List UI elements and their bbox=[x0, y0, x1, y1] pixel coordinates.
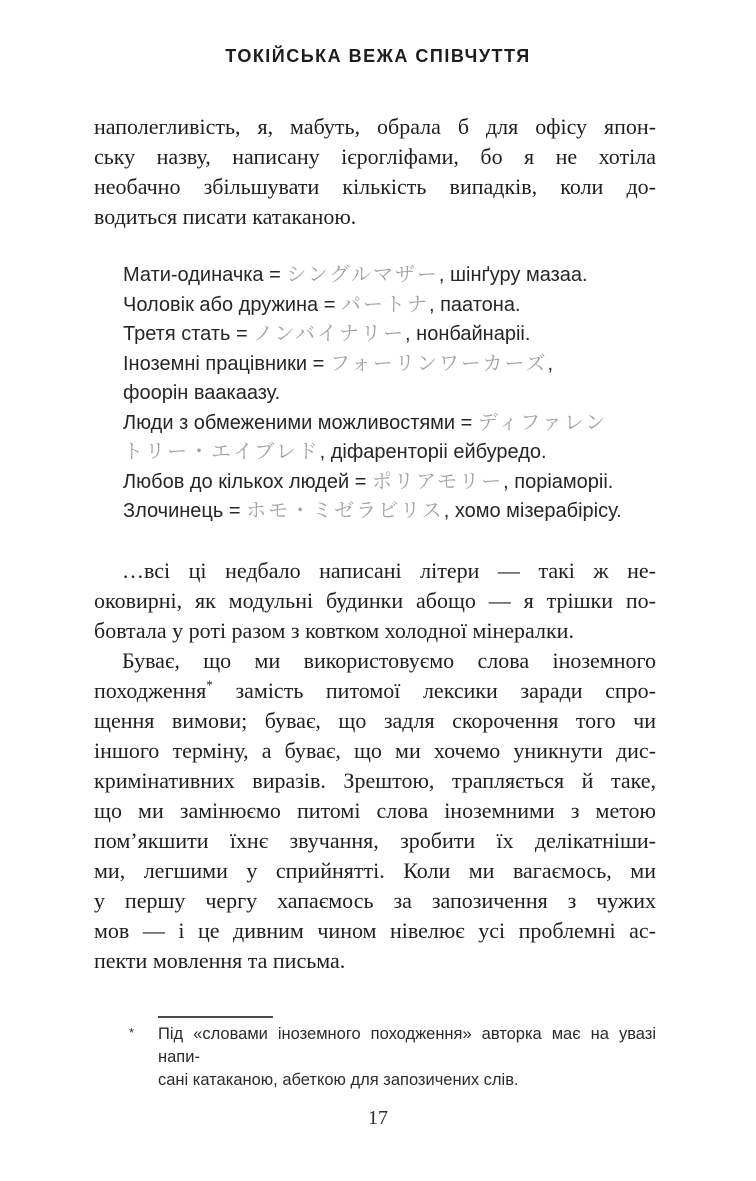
katakana-text: パートナ bbox=[340, 293, 429, 316]
running-header: ТОКІЙСЬКА ВЕЖА СПІВЧУТТЯ bbox=[225, 46, 531, 66]
footnote-line: Під «словами іноземного походження» авторка має на увазі напи- bbox=[158, 1025, 656, 1066]
closing-paragraphs bbox=[94, 556, 656, 976]
text-line: ську назву, написану ієрогліфами, бо я не хотіла bbox=[94, 144, 656, 169]
ukrainian-text: фоорін ваакаазу. bbox=[123, 382, 281, 404]
katakana-glossary bbox=[94, 261, 656, 527]
text-line: наполегливість, я, мабуть, обрала б для офісу япон- bbox=[94, 114, 656, 139]
katakana-text: フォーリンワーカーズ bbox=[329, 352, 548, 375]
glossary-line bbox=[123, 261, 656, 291]
footnote-rule bbox=[158, 1016, 273, 1018]
text-line: що ми замінюємо питомі слова іноземними з метою bbox=[94, 797, 656, 823]
ukrainian-text: , хомо мізерабірісу. bbox=[443, 500, 622, 522]
text-line: пом’якшити їхнє звучання, зробити їх делікатніши- bbox=[94, 827, 656, 853]
text-line: Буває, що ми використовуємо слова іноземного bbox=[122, 647, 656, 673]
ukrainian-text: , діфаренторіі ейбуредо. bbox=[319, 441, 547, 463]
text-line: мов — і це дивним чином нівелює усі проблемні ас- bbox=[94, 917, 656, 943]
footnote-ref-asterisk: * bbox=[206, 677, 213, 693]
glossary-line bbox=[123, 497, 656, 527]
page-number: 17 bbox=[368, 1107, 388, 1129]
katakana-text: ノンバイナリー bbox=[253, 323, 406, 345]
text-line: походження* замість питомої лексики заради спро- bbox=[94, 677, 656, 703]
katakana-text: ポリアモリー bbox=[371, 470, 504, 493]
ukrainian-text: , поріаморіі. bbox=[503, 470, 614, 493]
katakana-text: トリー・エイブレド bbox=[123, 441, 320, 463]
footnote-body bbox=[94, 1023, 656, 1092]
glossary-line bbox=[123, 409, 656, 439]
opening-paragraph bbox=[94, 112, 656, 232]
paragraph bbox=[94, 556, 656, 646]
text-line: у першу чергу хапаємось за запозичення з чужих bbox=[94, 887, 656, 913]
ukrainian-text: Іноземні працівники = bbox=[123, 352, 330, 375]
katakana-text: ディファレン bbox=[477, 411, 608, 434]
page-content bbox=[94, 112, 656, 976]
text-line: ми, легшими у сприйнятті. Коли ми вагаємось, ми bbox=[94, 857, 656, 883]
glossary-line bbox=[123, 350, 656, 380]
glossary-line bbox=[123, 320, 656, 350]
ukrainian-text: Чоловік або дружина = bbox=[123, 293, 341, 316]
text-line: пекти мовлення та письма. bbox=[94, 947, 346, 973]
paragraph bbox=[94, 646, 656, 976]
footnote-line: сані катаканою, абеткою для запозичених слів. bbox=[158, 1071, 519, 1089]
ukrainian-text: Мати-одиначка = bbox=[123, 264, 287, 286]
ukrainian-text: Злочинець = bbox=[123, 500, 247, 522]
text-line: іншого терміну, а буває, що ми хочемо уникнути дис- bbox=[94, 737, 656, 763]
ukrainian-text: Любов до кількох людей = bbox=[123, 470, 372, 493]
ukrainian-text: , bbox=[547, 352, 554, 375]
ukrainian-text: Третя стать = bbox=[123, 323, 254, 345]
footnote-text bbox=[158, 1023, 656, 1092]
text-line: …всі ці недбало написані літери — такі ж не- bbox=[122, 557, 656, 583]
footnote-marker: * bbox=[129, 1025, 135, 1040]
text-line: водиться писати катаканою. bbox=[94, 204, 357, 229]
text-line: кримінативних виразів. Зрештою, трапляється й таке, bbox=[94, 767, 656, 793]
ukrainian-text: , паатона. bbox=[428, 293, 521, 316]
glossary-line bbox=[123, 291, 656, 321]
text-line: необачно збільшувати кількість випадків, коли до- bbox=[94, 174, 656, 199]
glossary-line bbox=[123, 438, 656, 468]
text-line: щення вимови; буває, що задля скорочення того чи bbox=[94, 707, 656, 733]
text-line: бовтала у роті разом з ковтком холодної мінералки. bbox=[94, 617, 574, 643]
ukrainian-text: Люди з обмеженими можливостями = bbox=[123, 411, 478, 434]
katakana-text: ホモ・ミゼラビリス bbox=[246, 500, 444, 522]
ukrainian-text: , нонбайнаріі. bbox=[405, 323, 531, 345]
katakana-text: シングルマザー bbox=[286, 264, 439, 286]
glossary-line bbox=[123, 379, 656, 409]
glossary-line bbox=[123, 468, 656, 498]
footnote bbox=[94, 1016, 656, 1092]
text-line: оковирні, як модульні будинки абощо — я трішки по- bbox=[94, 587, 656, 613]
ukrainian-text: , шінґуру мазаа. bbox=[438, 264, 588, 286]
